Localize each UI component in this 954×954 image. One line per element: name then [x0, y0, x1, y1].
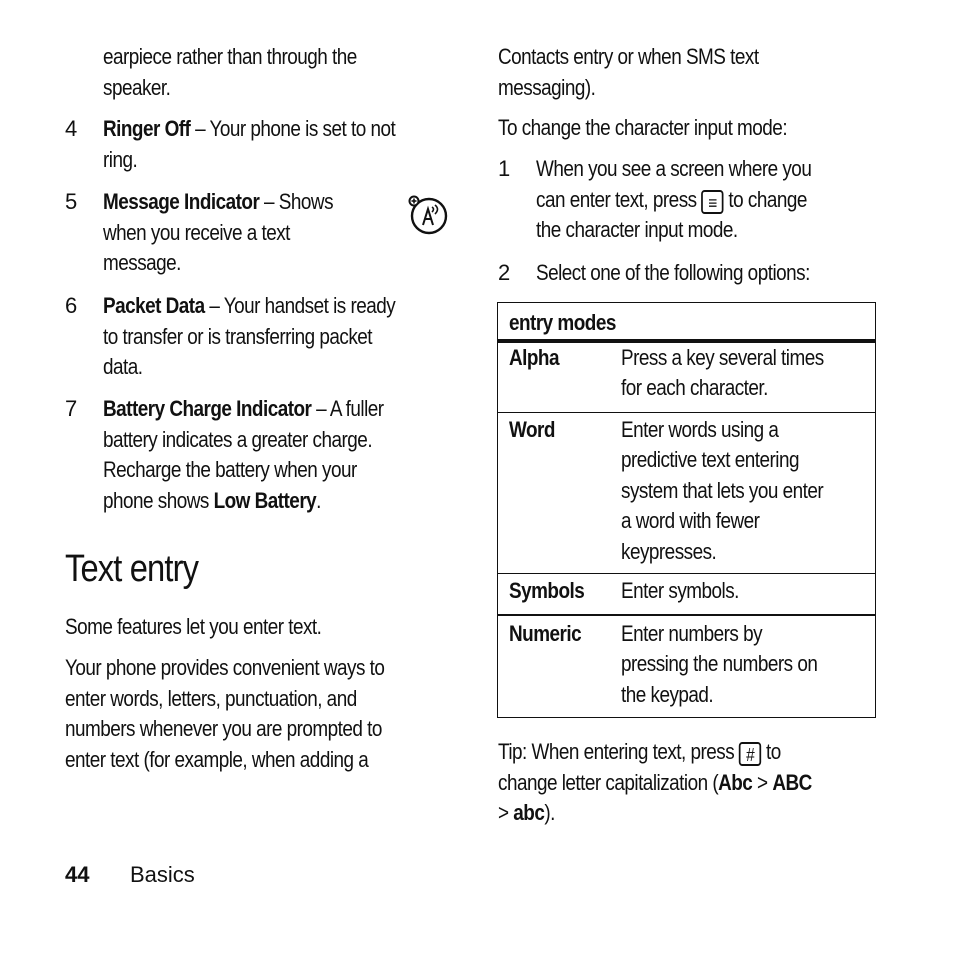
item-number: 6	[65, 293, 77, 318]
table-row	[498, 615, 876, 718]
mode-name: Word	[509, 416, 555, 442]
item-term: Message Indicator	[103, 189, 260, 214]
mode-description: Enter words using a predictive text entering system that lets you enter a word with fewer keypresses.	[621, 416, 824, 564]
item-number: 7	[65, 396, 77, 421]
item-term: Packet Data	[103, 293, 205, 318]
mode-name: Symbols	[509, 577, 585, 603]
entry-modes-table	[497, 302, 876, 718]
page-number: 44	[65, 862, 90, 887]
mode-name: Alpha	[509, 344, 559, 370]
tip-paragraph: Tip: When entering text, press # to change letter capitalization (Abc > ABC > abc).	[498, 739, 812, 825]
table-header: entry modes	[509, 310, 616, 335]
section-heading: Text entry	[65, 548, 199, 590]
mode-description: Press a key several times for each character.	[621, 344, 824, 400]
instruction-intro: To change the character input mode:	[498, 115, 788, 140]
paragraph-continuation: Contacts entry or when SMS text messaging).	[498, 44, 759, 100]
item-number: 5	[65, 189, 77, 214]
table-header-row	[498, 303, 876, 341]
table-row	[498, 341, 876, 413]
item-term: Ringer Off	[103, 116, 191, 141]
mode-name: Numeric	[509, 620, 582, 646]
table-row	[498, 573, 876, 615]
intro-continuation: earpiece rather than through the speaker.	[103, 44, 357, 100]
mode-description: Enter numbers by pressing the numbers on the keypad.	[621, 620, 818, 707]
table-row	[498, 412, 876, 573]
step-number: 2	[498, 260, 510, 285]
pound-key-icon: #	[739, 742, 761, 766]
item-term: Battery Charge Indicator	[103, 396, 312, 421]
menu-key-icon: ≡	[701, 190, 723, 214]
mode-description: Enter symbols.	[621, 577, 739, 603]
paragraph: Some features let you enter text.	[65, 614, 322, 639]
step-number: 1	[498, 156, 510, 181]
section-name: Basics	[130, 862, 195, 887]
item-number: 4	[65, 116, 77, 141]
paragraph: Your phone provides convenient ways to enter words, letters, punctuation, and numbers whenever you are prompted to enter text (for example, when adding a	[65, 655, 385, 772]
message-indicator-icon	[408, 195, 448, 235]
